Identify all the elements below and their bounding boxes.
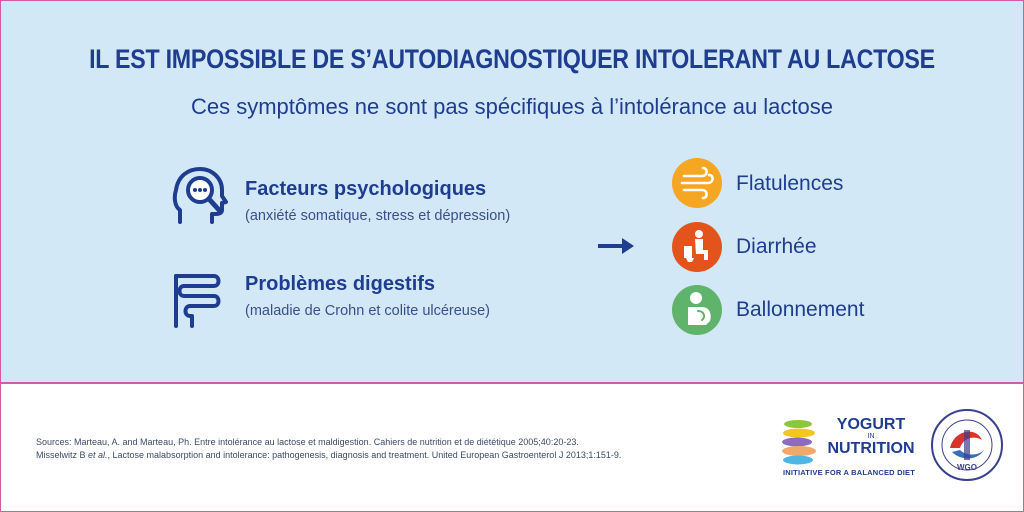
- cause-title-psychological: Facteurs psychologiques: [245, 178, 487, 200]
- arrow-right-icon: [596, 236, 636, 256]
- intestine-icon: [170, 268, 226, 328]
- cause-detail-psychological: (anxiété somatique, stress et dépression): [245, 208, 511, 224]
- yogurt-nutrition-word: NUTRITION: [827, 440, 915, 457]
- yogurt-word: YOGURT: [836, 416, 906, 433]
- sources-text: [36, 436, 621, 462]
- yogurt-in-word: IN: [867, 433, 875, 440]
- source-line-2: Misselwitz B et al., Lactose malabsorption and intolerance: pathogenesis, diagnosis and treatment. United European Gastroenterol J 2013;1:151-9.: [36, 450, 622, 460]
- wgo-logo: [930, 408, 1004, 482]
- divider-line: [1, 382, 1023, 384]
- page-subtitle: Ces symptômes ne sont pas spécifiques à l’intolérance au lactose: [190, 94, 833, 119]
- cause-title-digestive: Problèmes digestifs: [245, 273, 436, 295]
- wgo-abbr: WGO: [957, 463, 977, 472]
- yogurt-tagline: INITIATIVE FOR A BALANCED DIET: [783, 468, 915, 477]
- head-magnifier-icon: [172, 166, 228, 226]
- yogurt-in-nutrition-logo: [778, 413, 920, 483]
- symptom-flatulences: Flatulences: [736, 172, 844, 195]
- wind-icon: [672, 158, 722, 208]
- toilet-person-icon: [672, 222, 722, 272]
- page-title: IL EST IMPOSSIBLE DE S’AUTODIAGNOSTIQUER INTOLERANT AU LACTOSE: [89, 44, 935, 74]
- symptom-ballonnement: Ballonnement: [736, 298, 865, 321]
- symptom-diarrhee: Diarrhée: [736, 235, 817, 258]
- bloated-person-icon: [672, 285, 722, 335]
- cause-detail-digestive: (maladie de Crohn et colite ulcéreuse): [245, 303, 491, 319]
- source-line-1: Sources: Marteau, A. and Marteau, Ph. Entre intolérance au lactose et maldigestion. Cahiers de nutrition et de diététique 2005;40:20-23.: [36, 437, 579, 447]
